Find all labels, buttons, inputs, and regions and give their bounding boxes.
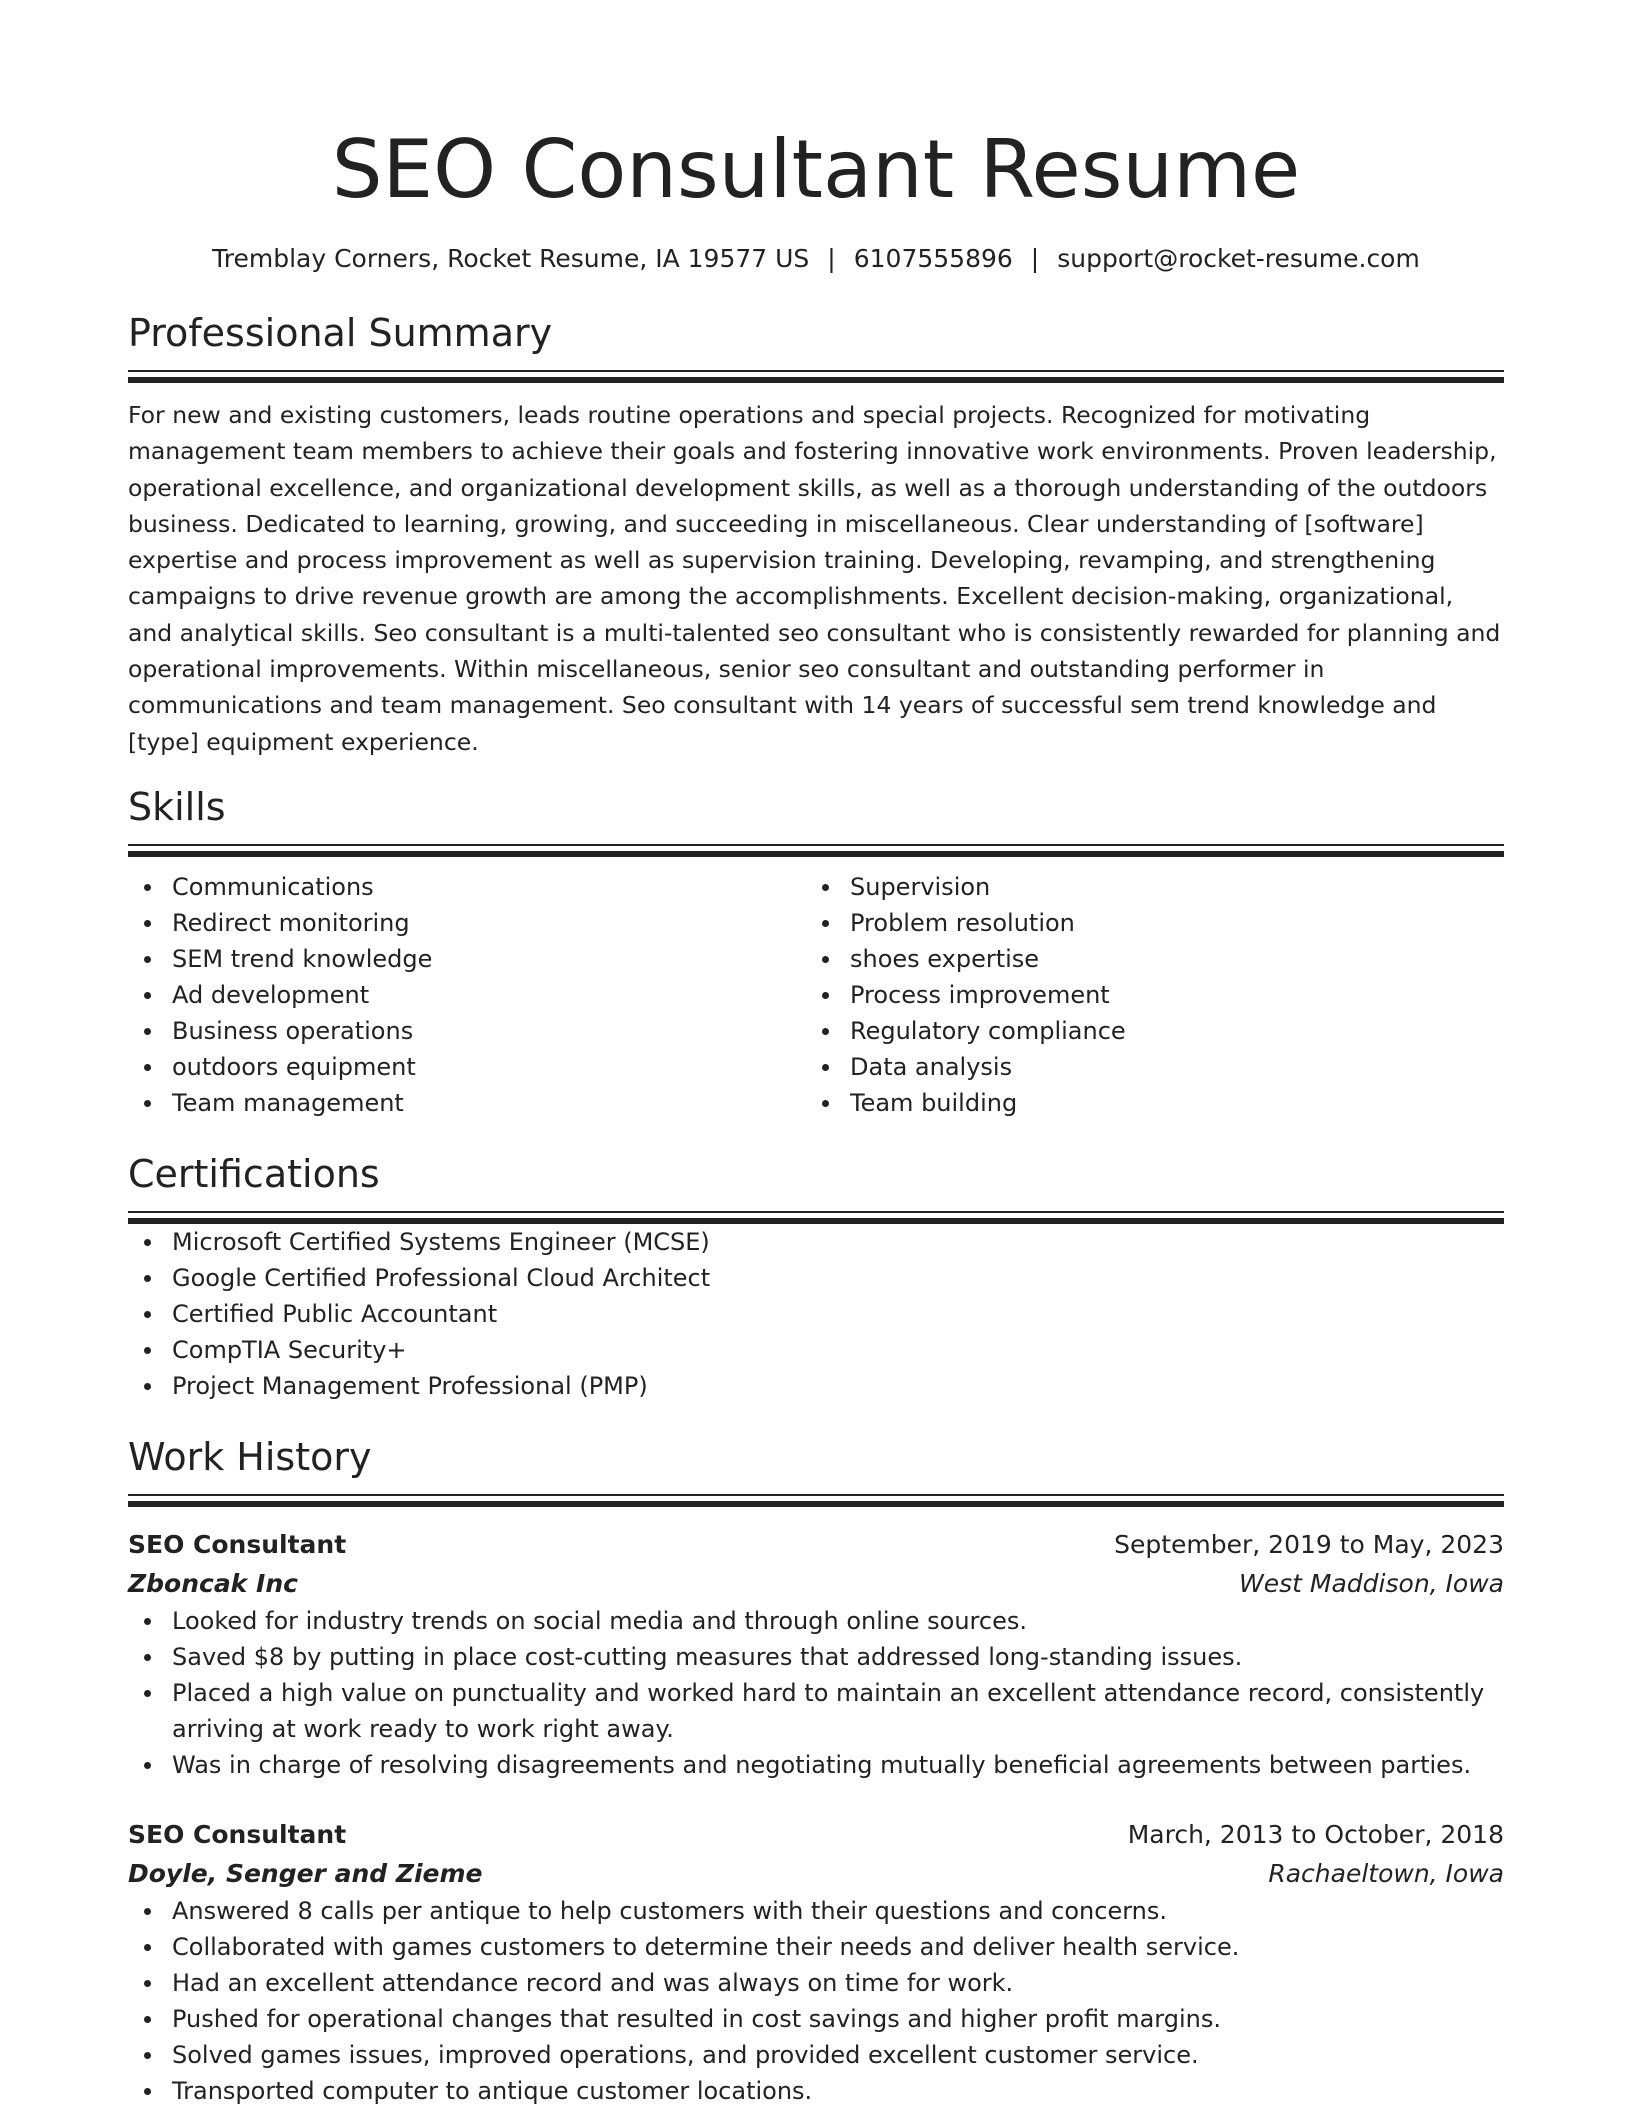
section-divider: [128, 844, 1504, 857]
contact-line: [128, 242, 1504, 276]
skill-item: Team building: [806, 1085, 1484, 1121]
skill-item: Business operations: [128, 1013, 806, 1049]
job-company: Doyle, Senger and Zieme: [128, 1858, 483, 1888]
skill-item: SEM trend knowledge: [128, 941, 806, 977]
contact-address: Tremblay Corners, Rocket Resume, IA 19577 US: [212, 244, 810, 273]
job-bullet: Pushed for operational changes that resulted in cost savings and higher profit margins.: [128, 2001, 1504, 2037]
job-header: [128, 1525, 1504, 1565]
resume-page: [128, 118, 1504, 2109]
certifications-section: [128, 1149, 1504, 1404]
skills-list-right: [806, 869, 1484, 1121]
skills-section: [128, 782, 1504, 1121]
section-divider: [128, 1211, 1504, 1224]
contact-separator: |: [827, 244, 836, 273]
section-title-skills: Skills: [128, 784, 226, 829]
job-header: [128, 1815, 1504, 1855]
job-bullet: Was in charge of resolving disagreements and negotiating mutually beneficial agreements between parties.: [128, 1747, 1504, 1783]
certifications-list: [128, 1224, 1504, 1404]
job-bullet: Solved games issues, improved operations, and provided excellent customer service.: [128, 2037, 1504, 2073]
job-dates: March, 2013 to October, 2018: [1127, 1819, 1504, 1849]
job-company: Zboncak Inc: [128, 1568, 298, 1598]
job-bullet: Answered 8 calls per antique to help customers with their questions and concerns.: [128, 1893, 1504, 1929]
skill-item: Process improvement: [806, 977, 1484, 1013]
job-bullets: [128, 1893, 1504, 2109]
skill-item: Supervision: [806, 869, 1484, 905]
section-title-certifications: Certifications: [128, 1151, 380, 1196]
job-title: SEO Consultant: [128, 1529, 347, 1559]
skill-item: Data analysis: [806, 1049, 1484, 1085]
contact-phone: 6107555896: [853, 244, 1013, 273]
work-section: [128, 1432, 1504, 2109]
contact-email: support@rocket-resume.com: [1057, 244, 1420, 273]
skill-item: Regulatory compliance: [806, 1013, 1484, 1049]
summary-section: [128, 308, 1504, 760]
job-dates: September, 2019 to May, 2023: [1114, 1529, 1504, 1559]
section-title-summary: Professional Summary: [128, 311, 553, 355]
skill-item: Team management: [128, 1085, 806, 1121]
skill-item: Problem resolution: [806, 905, 1484, 941]
job-bullet: Placed a high value on punctuality and worked hard to maintain an excellent attendance record, consistently arriving at work ready to work right away.: [128, 1675, 1504, 1747]
skill-item: outdoors equipment: [128, 1049, 806, 1085]
job-bullet: Had an excellent attendance record and was always on time for work.: [128, 1965, 1504, 2001]
contact-separator: |: [1030, 244, 1040, 273]
skills-columns: [128, 869, 1504, 1121]
job-bullet: Transported computer to antique customer locations.: [128, 2073, 1504, 2109]
skill-item: shoes expertise: [806, 941, 1484, 977]
certification-item: Google Certified Professional Cloud Architect: [128, 1260, 1504, 1296]
skill-item: Redirect monitoring: [128, 905, 806, 941]
job-bullet: Saved $8 by putting in place cost-cutting measures that addressed long-standing issues.: [128, 1639, 1504, 1675]
section-divider: [128, 1494, 1504, 1507]
resume-title: SEO Consultant Resume: [331, 123, 1301, 216]
job-entry: [128, 1525, 1504, 1783]
job-subheader: [128, 1565, 1504, 1603]
job-bullet: Collaborated with games customers to determine their needs and deliver health service.: [128, 1929, 1504, 1965]
skill-item: Communications: [128, 869, 806, 905]
job-title: SEO Consultant: [128, 1819, 347, 1849]
job-subheader: [128, 1855, 1504, 1893]
summary-text: For new and existing customers, leads routine operations and special projects. Recognized for motivating management team members to achieve their goals and fostering innovative work environments. Proven leadership, operational excellence, and organizational development skills, as well as a thorough understanding of the outdoors business. Dedicated to learning, growing, and succeeding in miscellaneous. Clear understanding of [software] expertise and process improvement as well as supervision training. Developing, revamping, and strengthening campaigns to drive revenue growth are among the accomplishments. Excellent decision-making, organizational, and analytical skills. Seo consultant is a multi-talented seo consultant who is consistently rewarded for planning and operational improvements. Within miscellaneous, senior seo consultant and outstanding performer in communications and team management. Seo consultant with 14 years of successful sem trend knowledge and [type] equipment experience.: [128, 401, 1501, 756]
certification-item: Certified Public Accountant: [128, 1296, 1504, 1332]
job-entry: [128, 1815, 1504, 2109]
job-bullets: [128, 1603, 1504, 1783]
section-divider: [128, 370, 1504, 383]
job-bullet: Looked for industry trends on social media and through online sources.: [128, 1603, 1504, 1639]
certification-item: CompTIA Security+: [128, 1332, 1504, 1368]
skill-item: Ad development: [128, 977, 806, 1013]
section-title-work: Work History: [128, 1434, 372, 1479]
certification-item: Project Management Professional (PMP): [128, 1368, 1504, 1404]
job-location: Rachaeltown, Iowa: [1268, 1858, 1504, 1888]
certification-item: Microsoft Certified Systems Engineer (MCSE): [128, 1224, 1504, 1260]
skills-list-left: [128, 869, 806, 1121]
job-location: West Maddison, Iowa: [1239, 1568, 1504, 1598]
